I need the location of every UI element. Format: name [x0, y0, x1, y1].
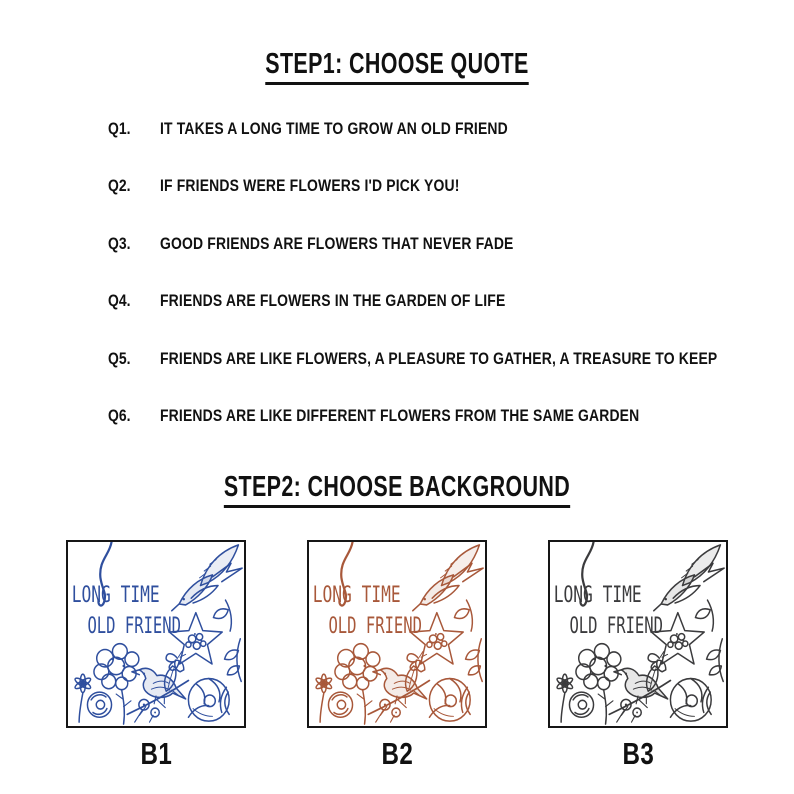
- quote-text: IF FRIENDS WERE FLOWERS I'D PICK YOU!: [160, 176, 460, 196]
- quote-text: GOOD FRIENDS ARE FLOWERS THAT NEVER FADE: [160, 233, 514, 253]
- floral-birds-illustration: [68, 542, 244, 726]
- preview-quote-line1: LONG TIME: [553, 582, 642, 609]
- quote-number: Q6.: [108, 405, 131, 425]
- step1-heading-text: STEP1: CHOOSE QUOTE: [265, 49, 528, 85]
- step2-heading-text: STEP2: CHOOSE BACKGROUND: [224, 472, 570, 508]
- preview-quote-line2: OLD FRIEND: [87, 613, 182, 640]
- background-preview-b3[interactable]: [548, 540, 728, 728]
- quote-text: IT TAKES A LONG TIME TO GROW AN OLD FRIEND: [160, 119, 508, 138]
- quote-option-q4[interactable]: [108, 291, 764, 311]
- background-options: [0, 540, 794, 772]
- quote-number: Q1.: [108, 119, 131, 138]
- quote-list: [108, 119, 764, 463]
- step1-heading: [0, 49, 794, 85]
- background-option-b3[interactable]: [548, 540, 728, 772]
- background-label-b1: B1: [140, 736, 172, 771]
- preview-quote-line1: LONG TIME: [71, 582, 160, 609]
- quote-text: FRIENDS ARE FLOWERS IN THE GARDEN OF LIFE: [160, 291, 506, 311]
- preview-quote-line2: OLD FRIEND: [569, 613, 664, 640]
- background-preview-b2[interactable]: [307, 540, 487, 728]
- floral-birds-illustration: [550, 542, 726, 726]
- quote-option-q3[interactable]: [108, 234, 764, 254]
- quote-option-q6[interactable]: [108, 406, 764, 426]
- quote-number: Q3.: [108, 233, 131, 253]
- background-option-b2[interactable]: [307, 540, 487, 772]
- quote-number: Q4.: [108, 291, 131, 311]
- preview-quote-line2: OLD FRIEND: [328, 613, 423, 640]
- quote-text: FRIENDS ARE LIKE FLOWERS, A PLEASURE TO GATHER, A TREASURE TO KEEP: [160, 348, 718, 368]
- background-preview-b1[interactable]: [66, 540, 246, 728]
- background-option-b1[interactable]: [66, 540, 246, 772]
- quote-text: FRIENDS ARE LIKE DIFFERENT FLOWERS FROM THE SAME GARDEN: [160, 405, 640, 425]
- background-label-b2: B2: [381, 736, 413, 771]
- preview-quote-line1: LONG TIME: [312, 582, 401, 609]
- quote-option-q1[interactable]: [108, 119, 764, 139]
- quote-option-q5[interactable]: [108, 349, 764, 369]
- quote-option-q2[interactable]: [108, 176, 764, 196]
- background-label-b3: B3: [622, 736, 654, 771]
- floral-birds-illustration: [309, 542, 485, 726]
- quote-number: Q5.: [108, 348, 131, 368]
- quote-number: Q2.: [108, 176, 131, 196]
- step2-heading: [0, 472, 794, 508]
